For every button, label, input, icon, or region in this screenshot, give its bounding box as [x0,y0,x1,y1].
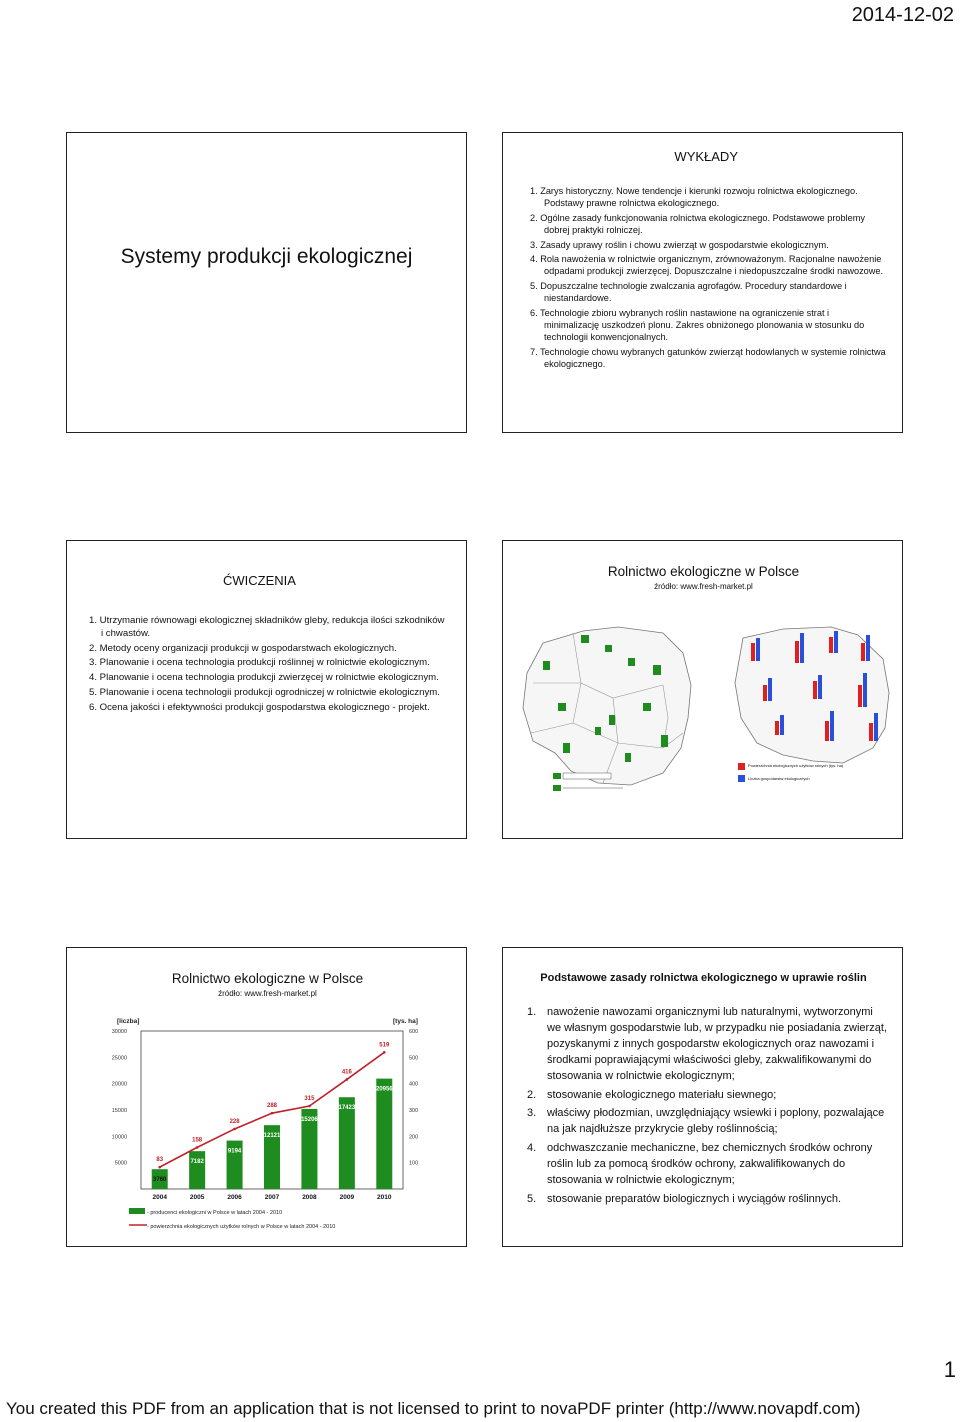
footer-notice: You created this PDF from an application that is not licensed to print to novaPDF printer (http://www.novapdf.com) [6,1399,861,1418]
slide-source: źródło: www.fresh-market.pl [218,989,317,998]
list-item: 6. Technologie zbioru wybranych roślin nastawione na ograniczenie strat i minimalizację uszkodzeń plonu. Zakres obniżonego plonowania w stosunku do technologii konwencjonalnych. [530,307,865,343]
x-tick-label: 2009 [339,1194,355,1201]
header-date: 2014-12-02 [851,4,954,26]
legend-swatch-area [738,763,745,770]
y-right-tick-label: 200 [409,1134,419,1141]
y-left-tick-label: 15000 [111,1108,127,1114]
x-tick-label: 2006 [227,1194,242,1201]
list-number: 3. [527,1107,537,1120]
poland-map [513,623,898,803]
slide-3 [66,540,467,839]
slide-5 [66,947,467,1247]
y-left-axis-label: [liczba] [117,1018,140,1025]
exercise-list [89,615,449,717]
y-left-tick-label: 20000 [111,1081,127,1088]
list-text: właściwy płodozmian, uwzględniający wsiewki i poplony, pozwalające na jak najdłuższe przykrycie gleby roślinnością; [547,1107,885,1136]
bar-value-label: 20956 [375,1086,393,1093]
slide-6 [502,947,903,1247]
bar-value-label: 15206 [301,1116,318,1123]
slide-title: Rolnictwo ekologiczne w Polsce [171,971,364,986]
list-text: odchwaszczanie mechaniczne, bez chemicznych środków ochrony roślin lub za pomocą środków ochrony, zakwalifikowanych do stosowania w rolnictwie ekologicznym; [547,1142,873,1187]
legend-swatch-count [738,775,745,782]
list-text: nawożenie nawozami organicznymi lub naturalnymi, wytworzonymi we własnym gospodarstwie lub, w przypadku nie posiadania zwierząt, pozyskanymi z innych gospodarstw ekologicznych oraz nawozami i środkami poprawiającymi właściwości gleby, zakwalifikowanymi do stosowania w rolnictwie ekologicznym; [547,1006,887,1082]
list-item: 4. Rola nawożenia w rolnictwie organicznym, zrównoważonym. Racjonalne nawożenie odpadami produkcji zwierzęcej. Dopuszczalne i niedopuszczalne środki nawozowe. [530,254,884,277]
bar [376,1079,392,1189]
principles-list [527,1005,887,1211]
legend-area: - powierzchnia ekologicznych użytków rolnych w Polsce w latach 2004 - 2010 [147,1224,336,1230]
y-left-tick-label: 10000 [111,1134,127,1141]
page-number: 1 [943,1357,956,1382]
list-item [527,1141,887,1189]
lecture-list [530,185,886,373]
line-point [383,1051,386,1054]
line-point [233,1128,236,1131]
y-right-tick-label: 600 [409,1029,419,1035]
bar-value-label: 17423 [338,1105,356,1112]
list-item [527,1106,887,1138]
legend-count: Liczba gospodarstw ekologicznych [748,776,810,781]
bar-value-label: 9194 [227,1148,242,1155]
y-right-tick-label: 300 [409,1108,419,1114]
line-value-label: 416 [341,1069,352,1076]
list-item: 1. Utrzymanie równowagi ekologicznej składników gleby, redukcja ilości szkodników i chwastów. [89,615,445,639]
list-item: 4. Planowanie i ocena technologia produkcji zwierzęcej w rolnictwie ekologicznym. [89,672,439,684]
list-item [527,1088,887,1104]
slide-title: WYKŁADY [674,149,738,164]
list-item: 5. Planowanie i ocena technologii produkcji ogrodniczej w rolnictwie ekologicznym. [89,686,440,698]
x-tick-label: 2007 [264,1194,280,1201]
y-left-tick-label: 25000 [111,1055,127,1062]
line-value-label: 315 [304,1096,315,1103]
x-tick-label: 2004 [152,1194,167,1201]
x-tick-label: 2008 [302,1194,317,1201]
bar [189,1151,205,1189]
list-item [527,1192,887,1208]
list-item [527,1005,887,1085]
slide-title: Podstawowe zasady rolnictwa ekologicznego w uprawie roślin [540,972,867,984]
list-number: 1. [527,1006,537,1018]
bar-value-label: 12121 [263,1133,281,1140]
legend-swatch-producers [129,1208,145,1214]
slide-title: Rolnictwo ekologiczne w Polsce [607,564,800,579]
y-left-tick-label: 5000 [114,1160,127,1167]
line-value-label: 288 [266,1103,278,1110]
line-point [308,1105,311,1108]
list-text: stosowanie preparatów biologicznych i wyciągów roślinnych. [547,1192,842,1205]
line-value-label: 158 [192,1137,203,1144]
y-right-tick-label: 100 [409,1160,419,1167]
list-number: 4. [527,1142,537,1155]
slide-title: ĆWICZENIA [223,573,296,588]
list-item: 2. Metody oceny organizacji produkcji w gospodarstwach ekologicznych. [89,642,397,654]
x-tick-label: 2010 [377,1194,392,1201]
slide-4 [502,540,903,839]
list-item: 5. Dopuszczalne technologie zwalczania agrofagów. Procedury standardowe i niestandardowe. [530,280,847,304]
map-legend-right [738,763,844,782]
line-point [346,1078,349,1081]
list-number: 5. [527,1192,537,1205]
line-value-label: 83 [156,1157,164,1164]
y-right-axis-label: [tys. ha] [393,1018,418,1025]
legend-area: Powierzchnia ekologicznych użytków rolnych (tys. ha) [748,763,844,768]
slide-title: Systemy produkcji ekologicznej [120,245,413,268]
producers-area-chart [67,948,468,1248]
list-item: 3. Planowanie i ocena technologia produkcji roślinnej w rolnictwie ekologicznym. [89,657,430,669]
list-number: 2. [527,1088,537,1101]
legend-producers: - producenci ekologiczni w Polsce w latach 2004 - 2010 [147,1210,283,1216]
line-point [271,1112,274,1115]
y-right-tick-label: 500 [409,1055,419,1062]
list-item: 1. Zarys historyczny. Nowe tendencje i kierunki rozwoju rolnictwa ekologicznego. Podstawy prawne rolnictwa ekologicznego. [530,186,858,209]
slide-source: źródło: www.fresh-market.pl [654,582,753,591]
y-right-tick-label: 400 [409,1081,419,1088]
x-tick-label: 2005 [189,1194,205,1201]
line-point [196,1146,199,1149]
list-item: 7. Technologie chowu wybranych gatunków zwierząt hodowlanych w systemie rolnictwa ekologicznego. [530,346,886,370]
list-item: 6. Ocena jakości i efektywności produkcji gospodarstwa ekologicznego - projekt. [89,701,430,713]
list-item: 3. Zasady uprawy roślin i chowu zwierząt w gospodarstwie ekologicznym. [530,239,829,250]
list-item: 2. Ogólne zasady funkcjonowania rolnictwa ekologicznego. Podstawowe problemy dobrej praktyki rolniczej. [530,212,866,236]
slide-1 [66,132,467,433]
bar-value-label: 3760 [153,1177,167,1184]
line-value-label: 519 [379,1042,390,1049]
slide-2 [502,132,903,433]
line-point [158,1166,161,1169]
bar-value-label: 7182 [190,1159,204,1166]
y-left-tick-label: 30000 [111,1029,127,1035]
line-value-label: 228 [229,1118,240,1125]
list-text: stosowanie ekologicznego materiału siewnego; [547,1088,777,1101]
